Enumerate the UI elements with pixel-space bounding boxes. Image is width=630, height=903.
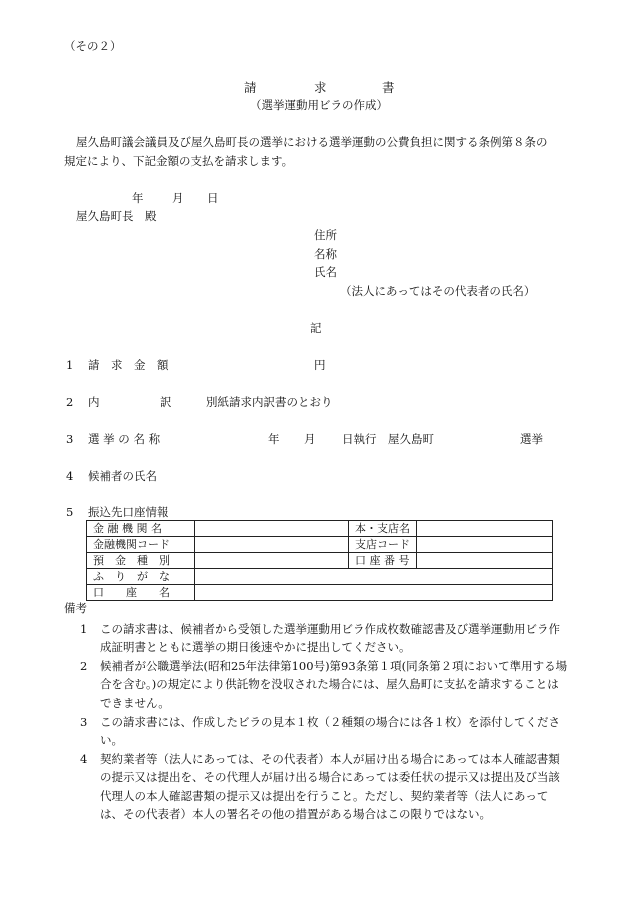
item-3-number: 3 <box>66 432 74 446</box>
date-day: 日 <box>207 191 219 205</box>
bank-name-label: 金 融 機 関 名 <box>87 521 195 537</box>
item-2-number: 2 <box>66 395 74 409</box>
table-row <box>87 569 553 585</box>
table-row <box>87 537 553 553</box>
remark-1-number: 1 <box>80 622 88 636</box>
remark-3-text: この請求書には、作成したビラの見本１枚（２種類の場合には各１枚）を添付してください。 <box>100 715 560 748</box>
item-3-year: 年 <box>268 432 280 446</box>
title-char-2: 求 <box>314 80 327 95</box>
account-number-field[interactable] <box>417 553 553 569</box>
item-3-label: 選 挙 の 名 称 <box>88 432 161 446</box>
account-holder-label: 口 座 名 <box>87 585 195 601</box>
form-number-label: （その２） <box>64 39 122 53</box>
remark-1 <box>80 620 570 657</box>
branch-name-label: 本・支店名 <box>349 521 417 537</box>
table-row <box>87 585 553 601</box>
table-row <box>87 553 553 569</box>
remark-4-number: 4 <box>80 752 88 766</box>
remark-1-text: この請求書は、候補者から受領した選挙運動用ビラ作成枚数確認書及び選挙運動用ビラ作成証明書とともに選挙の期日後速やかに提出してください。 <box>100 622 560 655</box>
remark-2 <box>80 657 570 712</box>
account-number-label: 口 座 番 号 <box>349 553 417 569</box>
branch-code-label: 支店コード <box>349 537 417 553</box>
intro-line-2: 規定により、下記金額の支払を請求します。 <box>64 154 294 168</box>
date-year: 年 <box>132 191 144 205</box>
item-3-month: 月 <box>304 432 316 446</box>
remark-4 <box>80 750 570 824</box>
subtitle: （選挙運動用ビラの作成） <box>250 98 388 112</box>
bank-name-field[interactable] <box>195 521 349 537</box>
bank-account-table <box>86 520 553 601</box>
item-3-day-place: 日執行 屋久島町 <box>342 432 434 446</box>
deposit-type-field[interactable] <box>195 553 349 569</box>
item-2-label-a: 内 <box>88 395 100 409</box>
title-char-1: 請 <box>244 80 257 95</box>
addressee: 屋久島町長 殿 <box>76 209 157 223</box>
claimant-address-label: 住所 <box>314 228 337 242</box>
bank-code-label: 金融機関コード <box>87 537 195 553</box>
deposit-type-label: 預 金 種 別 <box>87 553 195 569</box>
furigana-field[interactable] <box>195 569 553 585</box>
item-5-label: 振込先口座情報 <box>88 505 169 519</box>
item-2-label-b: 訳 <box>160 395 172 409</box>
table-row <box>87 521 553 537</box>
remarks-heading: 備考 <box>64 601 87 615</box>
item-1-unit: 円 <box>314 358 326 372</box>
item-4-label: 候補者の氏名 <box>88 469 157 483</box>
remark-3-number: 3 <box>80 715 88 729</box>
claimant-name-label: 名称 <box>314 247 337 261</box>
furigana-label: ふ り が な <box>87 569 195 585</box>
item-2-value: 別紙請求内訳書のとおり <box>206 395 333 409</box>
bank-code-field[interactable] <box>195 537 349 553</box>
item-3-election-suffix: 選挙 <box>520 432 543 446</box>
item-4-number: 4 <box>66 469 74 483</box>
remark-2-number: 2 <box>80 659 88 673</box>
item-1-number: 1 <box>66 358 74 372</box>
claimant-note: （法人にあってはその代表者の氏名） <box>340 284 536 298</box>
item-5-number: 5 <box>66 505 74 519</box>
branch-name-field[interactable] <box>417 521 553 537</box>
date-month: 月 <box>172 191 184 205</box>
remark-3 <box>80 713 570 750</box>
branch-code-field[interactable] <box>417 537 553 553</box>
remark-4-text: 契約業者等（法人にあっては、その代表者）本人が届け出る場合にあっては本人確認書類の提示又は提出を、その代理人が届け出る場合にあっては委任状の提示又は提出及び当該代理人の本人確認書類の提示又は提出を行うこと。ただし、契約業者等（法人にあっては、その代表者）本人の署名その他の措置がある場合はこの限りではない。 <box>100 752 560 822</box>
ki-marker: 記 <box>310 321 322 335</box>
claimant-person-label: 氏名 <box>314 265 337 279</box>
intro-line-1: 屋久島町議会議員及び屋久島町長の選挙における選挙運動の公費負担に関する条例第８条の <box>76 135 548 149</box>
account-holder-field[interactable] <box>195 585 553 601</box>
remark-2-text: 候補者が公職選挙法(昭和25年法律第100号)第93条第１項(同条第２項において準用する場合を含む。)の規定により供託物を没収された場合には、屋久島町に支払を請求することはできません。 <box>100 659 568 710</box>
item-1-label: 請 求 金 額 <box>88 358 169 372</box>
title-char-3: 書 <box>382 80 395 95</box>
